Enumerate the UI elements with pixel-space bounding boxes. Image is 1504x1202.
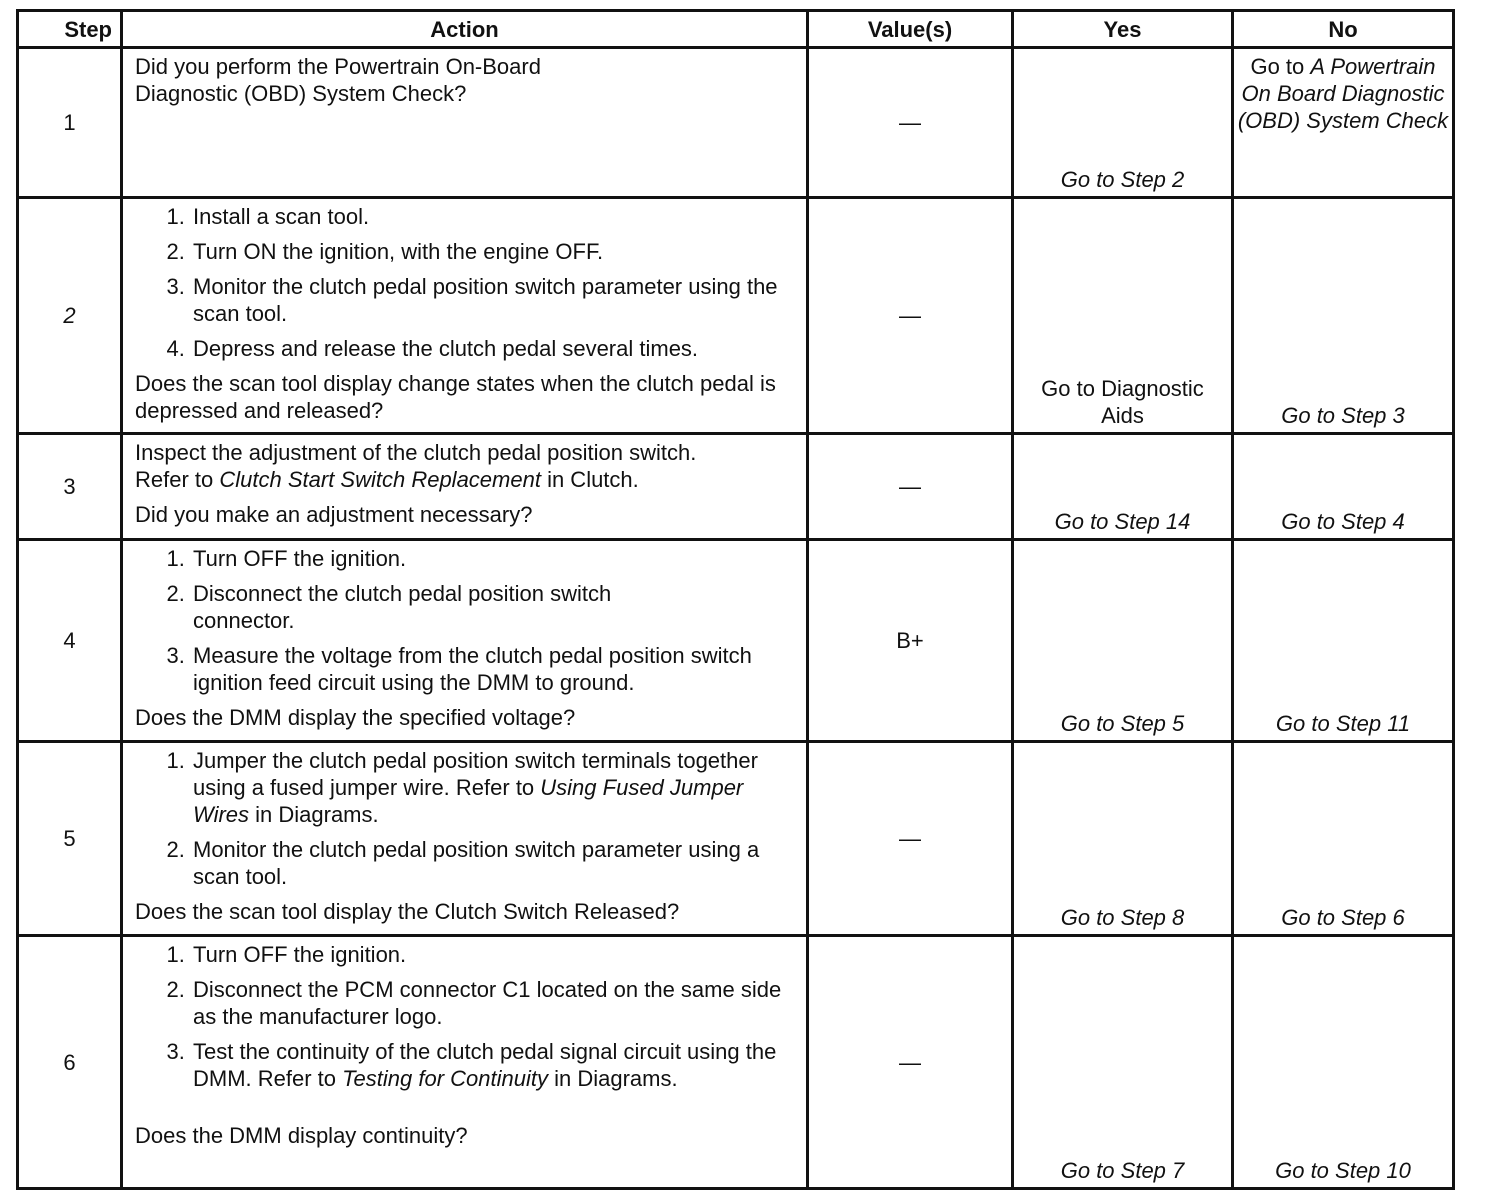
list-item xyxy=(191,1038,796,1092)
no-cell: Go to Step 4 xyxy=(1233,434,1454,540)
header-no: No xyxy=(1233,11,1454,48)
action-list xyxy=(135,941,796,1092)
action-reference xyxy=(135,466,796,493)
action-cell xyxy=(122,936,808,1189)
no-reference: A Powertrain On Board Diagnostic (OBD) System Check xyxy=(1237,54,1449,133)
item-suffix: in Diagrams. xyxy=(548,1066,678,1091)
table-row xyxy=(18,936,1454,1189)
item-text: Jumper the clutch pedal position switch terminals together using a fused jumper wire. Refer to xyxy=(193,748,758,800)
yes-cell: Go to Diagnostic Aids xyxy=(1013,198,1233,434)
step-number: 1 xyxy=(18,48,122,198)
header-step: Step xyxy=(18,11,122,48)
action-cell xyxy=(122,742,808,936)
list-item: 3. Monitor the clutch pedal position switch parameter using the scan tool. xyxy=(191,273,796,327)
step-number: 5 xyxy=(18,742,122,936)
list-item: 2. Turn ON the ignition, with the engine OFF. xyxy=(191,238,796,265)
yes-cell: Go to Step 14 xyxy=(1013,434,1233,540)
header-row xyxy=(18,11,1454,48)
action-list xyxy=(135,747,796,890)
value-cell: B+ xyxy=(808,540,1013,742)
yes-cell: Go to Step 7 xyxy=(1013,936,1233,1189)
list-item: 1. Install a scan tool. xyxy=(191,203,796,230)
table-row xyxy=(18,48,1454,198)
yes-cell: Go to Step 2 xyxy=(1013,48,1233,198)
refer-link: Using Fused Jumper Wires xyxy=(193,775,744,827)
item-suffix: in Diagrams. xyxy=(249,802,379,827)
refer-link: Clutch Start Switch Replacement xyxy=(219,467,541,492)
list-item: 2. Disconnect the PCM connector C1 located on the same side as the manufacturer logo. xyxy=(191,976,796,1030)
no-cell: Go to Step 11 xyxy=(1233,540,1454,742)
value-cell: — xyxy=(808,742,1013,936)
table-row xyxy=(18,540,1454,742)
list-item: 2. Monitor the clutch pedal position switch parameter using a scan tool. xyxy=(191,836,796,890)
refer-suffix: in Clutch. xyxy=(540,467,639,492)
item-text: Test the continuity of the clutch pedal signal circuit using the DMM. Refer to xyxy=(193,1039,777,1091)
list-item: 1. Turn OFF the ignition. xyxy=(191,545,796,572)
action-text: Inspect the adjustment of the clutch pedal position switch. xyxy=(135,440,697,465)
step-number: 2 xyxy=(18,198,122,434)
header-values: Value(s) xyxy=(808,11,1013,48)
value-cell: — xyxy=(808,936,1013,1189)
action-cell xyxy=(122,540,808,742)
action-cell xyxy=(122,198,808,434)
yes-cell: Go to Step 5 xyxy=(1013,540,1233,742)
yes-cell: Go to Step 8 xyxy=(1013,742,1233,936)
value-cell: — xyxy=(808,434,1013,540)
step-number: 4 xyxy=(18,540,122,742)
action-list xyxy=(135,203,796,362)
no-cell: Go to Step 10 xyxy=(1233,936,1454,1189)
step-number: 6 xyxy=(18,936,122,1189)
action-question: Does the scan tool display change states when the clutch pedal is depressed and released? xyxy=(135,371,776,423)
no-cell: Go to Step 3 xyxy=(1233,198,1454,434)
list-item: 3. Measure the voltage from the clutch pedal position switch ignition feed circuit using the DMM to ground. xyxy=(191,642,796,696)
action-list xyxy=(135,545,796,696)
header-action: Action xyxy=(122,11,808,48)
list-item: 2. Disconnect the clutch pedal position switch connector. xyxy=(191,580,796,634)
refer-link: Testing for Continuity xyxy=(342,1066,548,1091)
value-cell: — xyxy=(808,48,1013,198)
no-prefix: Go to xyxy=(1250,54,1311,79)
no-cell: Go to Step 6 xyxy=(1233,742,1454,936)
list-item: 4. Depress and release the clutch pedal several times. xyxy=(191,335,796,362)
table-row xyxy=(18,198,1454,434)
value-cell: — xyxy=(808,198,1013,434)
action-cell xyxy=(122,434,808,540)
action-question: Did you perform the Powertrain On-Board Diagnostic (OBD) System Check? xyxy=(135,54,541,106)
table-row xyxy=(18,434,1454,540)
action-question: Did you make an adjustment necessary? xyxy=(135,502,533,527)
refer-prefix: Refer to xyxy=(135,467,220,492)
action-question: Does the DMM display the specified voltage? xyxy=(135,705,576,730)
list-item: 1. Turn OFF the ignition. xyxy=(191,941,796,968)
action-question: Does the DMM display continuity? xyxy=(135,1123,468,1148)
step-number: 3 xyxy=(18,434,122,540)
list-item xyxy=(191,747,796,828)
action-cell xyxy=(122,48,808,198)
action-question: Does the scan tool display the Clutch Switch Released? xyxy=(135,899,680,924)
no-cell xyxy=(1233,48,1454,198)
header-yes: Yes xyxy=(1013,11,1233,48)
diagnostic-table xyxy=(16,9,1455,1190)
table-row xyxy=(18,742,1454,936)
